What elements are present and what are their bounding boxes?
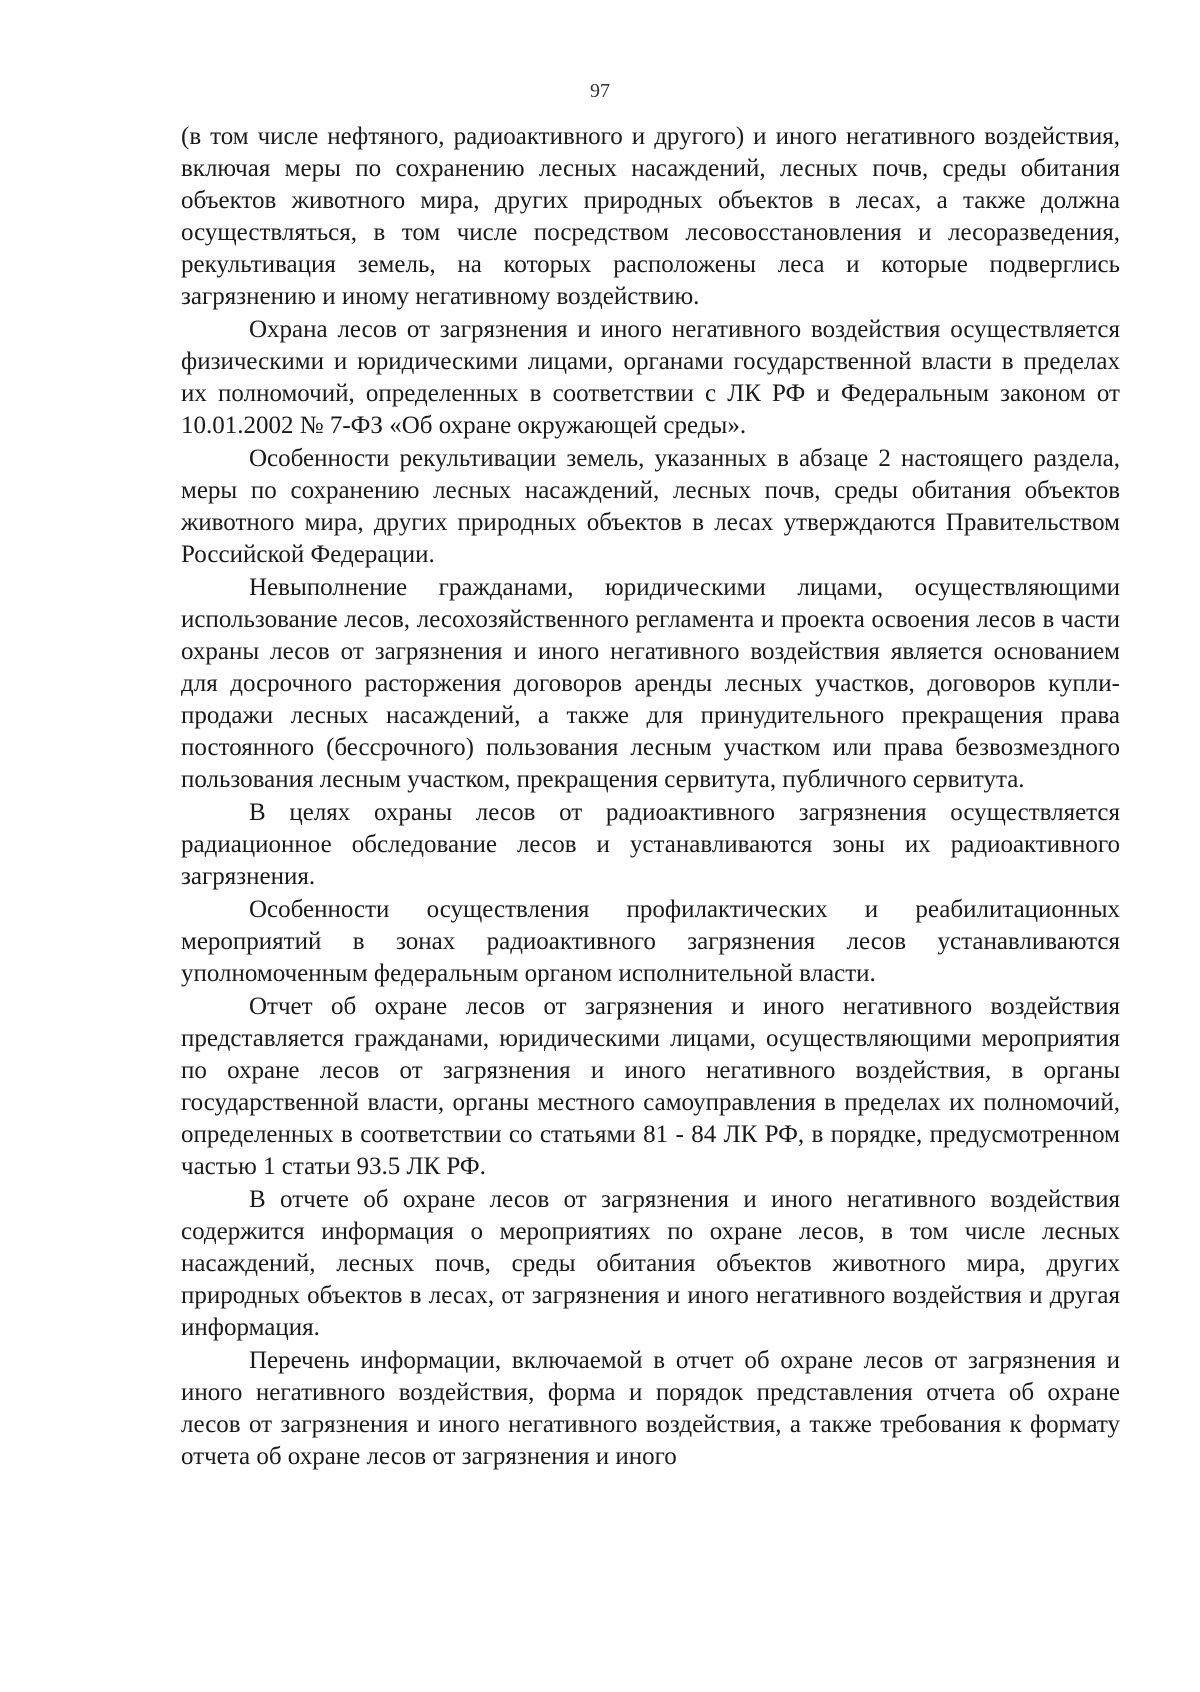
paragraph-4: Невыполнение гражданами, юридическими лицами, осуществляющими использование лесов, лесохозяйственного регламента и проекта освоения лесов в части охраны лесов от загрязнения и иного негативного воздействия является основанием для досрочного расторжения договоров аренды лесных участков, договоров купли-продажи лесных насаждений, а также для принудительного прекращения права постоянного (бессрочного) пользования лесным участком или права безвозмездного пользования лесным участком, прекращения сервитута, публичного сервитута. bbox=[181, 574, 1120, 793]
paragraph-5: В целях охраны лесов от радиоактивного загрязнения осуществляется радиационное обследование лесов и устанавливаются зоны их радиоактивного загрязнения. bbox=[181, 799, 1120, 890]
paragraph-7: Отчет об охране лесов от загрязнения и иного негативного воздействия представляется гражданами, юридическими лицами, осуществляющими мероприятия по охране лесов от загрязнения и иного негативного воздействия, в органы государственной власти, органы местного самоуправления в пределах их полномочий, определенных в соответствии со статьями 81 - 84 ЛК РФ, в порядке, предусмотренном частью 1 статьи 93.5 ЛК РФ. bbox=[181, 993, 1120, 1180]
paragraph-1: (в том числе нефтяного, радиоактивного и другого) и иного негативного воздействия, включая меры по сохранению лесных насаждений, лесных почв, среды обитания объектов животного мира, других природных объектов в лесах, а также должна осуществляться, в том числе посредством лесовосстановления и лесоразведения, рекультивация земель, на которых расположены леса и которые подверглись загрязнению и иному негативному воздействию. bbox=[181, 123, 1120, 310]
paragraph-3: Особенности рекультивации земель, указанных в абзаце 2 настоящего раздела, меры по сохранению лесных насаждений, лесных почв, среды обитания объектов животного мира, других природных объектов в лесах утверждаются Правительством Российской Федерации. bbox=[181, 445, 1120, 568]
paragraph-8: В отчете об охране лесов от загрязнения и иного негативного воздействия содержится информация о мероприятиях по охране лесов, в том числе лесных насаждений, лесных почв, среды обитания объектов животного мира, других природных объектов в лесах, от загрязнения и иного негативного воздействия и другая информация. bbox=[181, 1186, 1120, 1341]
page-number: 97 bbox=[590, 80, 610, 102]
paragraph-9: Перечень информации, включаемой в отчет об охране лесов от загрязнения и иного негативного воздействия, форма и порядок представления отчета об охране лесов от загрязнения и иного негативного воздействия, а также требования к формату отчета об охране лесов от загрязнения и иного bbox=[181, 1347, 1120, 1470]
paragraph-6: Особенности осуществления профилактических и реабилитационных мероприятий в зонах радиоактивного загрязнения лесов устанавливаются уполномоченным федеральным органом исполнительной власти. bbox=[181, 896, 1120, 987]
document-body bbox=[181, 121, 1120, 1473]
paragraph-2: Охрана лесов от загрязнения и иного негативного воздействия осуществляется физическими и юридическими лицами, органами государственной власти в пределах их полномочий, определенных в соответствии с ЛК РФ и Федеральным законом от 10.01.2002 № 7-ФЗ «Об охране окружающей среды». bbox=[181, 316, 1120, 439]
